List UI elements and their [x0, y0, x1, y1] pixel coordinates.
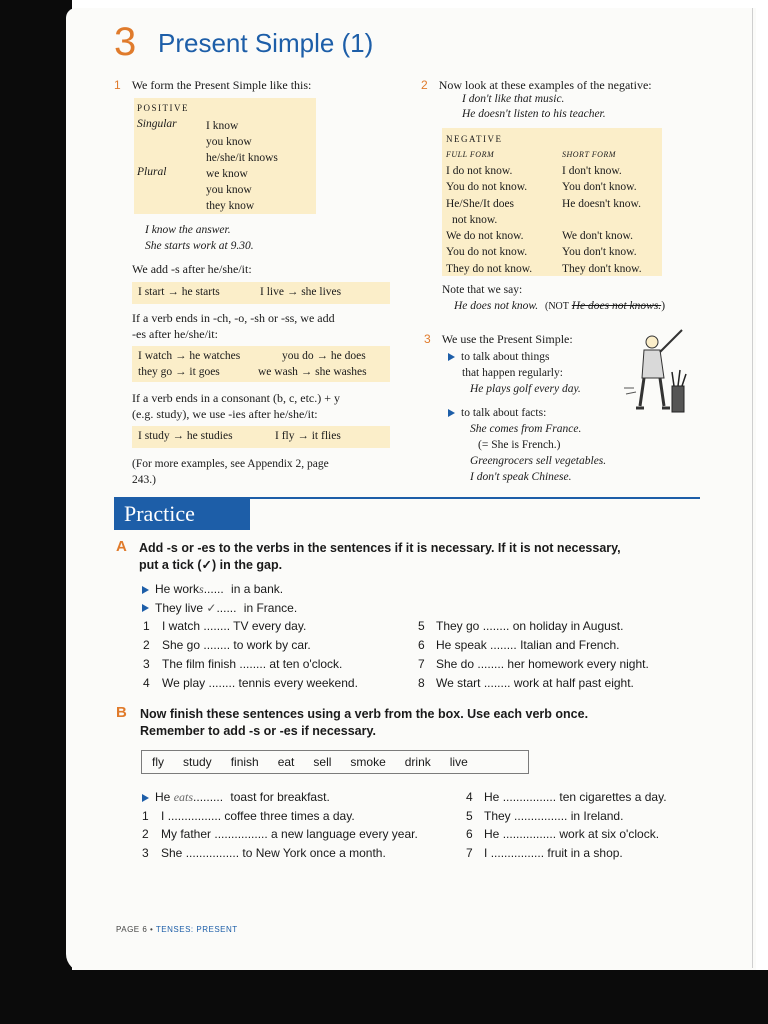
answer-gap[interactable]: ................ [490, 845, 545, 860]
rule-ies-line: If a verb ends in a consonant (b, c, etc.) + y [132, 391, 341, 405]
full-forms [446, 163, 532, 277]
item-number: 1 [142, 808, 149, 823]
bullet-text: that happen regularly: [462, 367, 563, 379]
rule-ies [132, 390, 340, 422]
box-ies-item: I fly → it flies [275, 430, 341, 442]
box-es-item: we wash → she washes [258, 366, 367, 378]
answer-gap[interactable]: ........ [477, 657, 505, 671]
verb-word: study [183, 755, 212, 769]
item-number: 3 [142, 845, 149, 860]
exercise-a-label: A [116, 538, 127, 555]
appendix-note [132, 456, 329, 488]
example-after: in France. [243, 600, 298, 615]
verb-word: fly [152, 755, 164, 769]
example-item: He works...... in a bank. [142, 580, 297, 599]
section2-intro [421, 78, 652, 93]
example-after: in a bank. [231, 582, 284, 596]
exercise-item [142, 807, 418, 826]
example-item: They live ✓...... in France. [142, 599, 297, 618]
item-number: 3 [143, 657, 150, 671]
item-before: They [484, 808, 511, 823]
box-es-item: they go → it goes [138, 366, 220, 378]
item-after: work at six o'clock. [559, 827, 660, 841]
note-we-say: Note that we say: [442, 284, 523, 296]
answer-gap[interactable]: ........ [482, 619, 510, 633]
full-form-row: You do not know. [446, 246, 528, 259]
answer-gap[interactable]: ........ [483, 676, 511, 690]
exercise-a-left-column [143, 617, 358, 693]
item-number: 7 [418, 657, 425, 671]
answer-gap[interactable]: ........ [490, 638, 517, 652]
example-line: He doesn't listen to his teacher. [462, 108, 606, 120]
item-number: 6 [418, 638, 425, 652]
instruction-line: Remember to add -s or -es if necessary. [140, 724, 376, 738]
item-after: tennis every weekend. [238, 676, 358, 690]
item-before: I watch [162, 619, 201, 633]
full-form-row: not know. [452, 213, 498, 226]
item-after: to New York once a month. [242, 845, 386, 860]
exercise-item [466, 825, 667, 844]
negative-intro-examples [462, 92, 606, 122]
box-s-item: I start → he starts [138, 286, 220, 298]
exercise-item [142, 844, 418, 863]
appendix-note-line: 243.) [132, 474, 156, 486]
item-after: fruit in a shop. [547, 845, 623, 860]
rule-s: We add -s after he/she/it: [132, 262, 252, 276]
short-form-row: They don't know. [562, 262, 642, 275]
appendix-note-line: (For more examples, see Appendix 2, page [132, 458, 329, 470]
fact-line: (= She is French.) [478, 439, 561, 451]
item-after: Italian and French. [520, 638, 620, 652]
positive-heading: POSITIVE [137, 103, 189, 113]
box-ies-item: I study → he studies [138, 430, 233, 442]
item-before: The film finish [162, 657, 237, 671]
bullet-icon [448, 353, 455, 361]
full-form-row: They do not know. [446, 262, 533, 275]
unit-number: 3 [114, 20, 137, 64]
short-form-row: You don't know. [562, 246, 637, 259]
exercise-item [418, 655, 649, 674]
item-after: at ten o'clock. [269, 657, 343, 671]
plural-label: Plural [137, 166, 167, 178]
bullet-text: to talk about facts: [461, 407, 547, 419]
short-form-row: We don't know. [562, 230, 633, 243]
exercise-item [142, 825, 418, 844]
short-form-row: He doesn't know. [562, 197, 641, 210]
exercise-b-left-column [142, 788, 418, 862]
section2-number: 2 [421, 78, 428, 92]
answer-gap[interactable]: ................ [502, 790, 557, 804]
full-form-row: He/She/It does [446, 197, 515, 210]
verb-word: smoke [350, 755, 386, 769]
unit-title: Present Simple (1) [158, 28, 374, 58]
answer-gap[interactable]: ................ [502, 827, 557, 841]
answer-gap[interactable]: ................ [514, 808, 568, 823]
short-form-row: I don't know. [562, 165, 622, 177]
box-s-item: I live → she lives [260, 286, 342, 298]
answer-gap[interactable]: ........ [208, 676, 236, 690]
use-facts [448, 405, 606, 485]
item-number: 2 [143, 638, 150, 652]
exercise-item [466, 844, 667, 863]
example-before: He [155, 790, 171, 804]
section3-number: 3 [424, 332, 431, 346]
exercise-item [466, 807, 667, 826]
singular-label: Singular [137, 118, 177, 130]
verb-word: finish [230, 755, 259, 769]
verb-word: eat [277, 755, 295, 769]
item-before: He speak [436, 638, 487, 652]
full-form-row: We do not know. [446, 230, 524, 243]
section3-intro-text: We use the Present Simple: [441, 332, 573, 346]
item-after: TV every day. [233, 619, 307, 633]
example-line: I don't like that music. [462, 93, 565, 105]
bullet-text: to talk about things [461, 351, 550, 363]
answer-gap[interactable]: ........ [203, 619, 231, 633]
short-form-row: You don't know. [562, 181, 637, 194]
verb-box [141, 750, 529, 774]
form-row: they know [206, 200, 255, 212]
item-before: He [484, 790, 500, 804]
item-after: to work by car. [233, 638, 311, 652]
page-footer [116, 925, 238, 934]
exercise-b-label: B [116, 704, 127, 721]
item-before: I [484, 845, 488, 860]
practice-heading: Practice [114, 498, 250, 530]
exercise-item [143, 655, 358, 674]
golfer-illustration [622, 328, 692, 418]
answer-gap[interactable]: ................ [185, 845, 240, 860]
section1-number: 1 [114, 78, 121, 92]
bullet-icon [448, 409, 455, 417]
item-number: 7 [466, 845, 473, 860]
exercise-item [418, 617, 649, 636]
close-paren: ) [661, 300, 666, 312]
scan-shadow-bottom [0, 970, 768, 1024]
bullet-example: He plays golf every day. [470, 383, 581, 395]
incorrect-example: He does not knows. [571, 300, 662, 312]
rule-ies-line: (e.g. study), we use -ies after he/she/it: [132, 407, 318, 421]
exercise-b-right-column [466, 788, 667, 862]
item-number: 1 [143, 619, 150, 633]
example-item: He eats......... toast for breakfast. [142, 788, 418, 807]
instruction-line: Add -s or -es to the verbs in the sentences if it is necessary. If it is not necessary, [139, 541, 621, 555]
full-form-row: I do not know. [446, 165, 513, 177]
item-before: He [484, 827, 500, 841]
section1-intro [114, 78, 311, 93]
verb-word: drink [404, 755, 431, 769]
item-number: 4 [143, 676, 150, 690]
form-row: you know [206, 184, 252, 196]
verb-word: sell [313, 755, 332, 769]
item-number: 8 [418, 676, 425, 690]
example-arrow-icon [142, 586, 149, 594]
page-fold [752, 8, 753, 968]
rule-es-line: If a verb ends in -ch, -o, -sh or -ss, we add [132, 311, 335, 325]
item-after: in Ireland. [570, 808, 624, 823]
section2-intro-text: Now look at these examples of the negative: [438, 78, 652, 92]
exercise-item [418, 674, 649, 693]
example-arrow-icon [142, 794, 149, 802]
example-before: He work [155, 582, 200, 596]
exercise-item [143, 617, 358, 636]
full-form-row: You do not know. [446, 181, 528, 194]
item-after: on holiday in August. [512, 619, 624, 633]
not-label: (NOT [544, 301, 569, 312]
example-before: They live [155, 600, 204, 615]
item-after: coffee three times a day. [224, 808, 355, 823]
item-number: 5 [466, 808, 473, 823]
exercise-item [143, 636, 358, 655]
exercise-b-instructions [140, 706, 588, 740]
item-before: She go [162, 638, 201, 652]
form-row: we know [206, 168, 248, 180]
item-number: 4 [466, 790, 473, 804]
item-before: We play [162, 676, 206, 690]
answer-gap[interactable]: ........ [203, 638, 231, 652]
item-after: her homework every night. [507, 657, 649, 671]
item-after: a new language every year. [271, 827, 418, 841]
instruction-line: Now finish these sentences using a verb from the box. Use each verb once. [140, 707, 589, 721]
item-before: I [161, 808, 165, 823]
use-regular [448, 349, 581, 397]
correct-example: He does not know. [454, 300, 539, 312]
example-answer: ✓ [206, 600, 217, 615]
fact-line: She comes from France. [470, 423, 582, 435]
fact-line: I don't speak Chinese. [470, 471, 572, 483]
item-after: ten cigarettes a day. [559, 790, 667, 804]
item-number: 2 [142, 827, 149, 841]
footer-page: PAGE 6 • [116, 925, 154, 934]
example-line: She starts work at 9.30. [145, 240, 254, 252]
fact-line: Greengrocers sell vegetables. [470, 455, 607, 467]
box-es-item: you do → he does [282, 350, 366, 362]
example-after: toast for breakfast. [230, 790, 330, 804]
example-line: I know the answer. [145, 224, 231, 236]
scan-shadow-left [0, 0, 72, 1024]
exercise-a-right-column [418, 617, 649, 693]
verb-word: live [449, 755, 468, 769]
section1-intro-text: We form the Present Simple like this: [131, 78, 312, 92]
section3-intro [424, 332, 573, 347]
negative-heading: NEGATIVE [446, 134, 503, 144]
example-answer: s [199, 582, 204, 596]
item-before: We start [436, 676, 481, 690]
example-arrow-icon [142, 604, 149, 612]
note-example-line [454, 300, 665, 312]
box-es-item: I watch → he watches [138, 350, 241, 362]
item-number: 5 [418, 619, 425, 633]
rule-es-line: -es after he/she/it: [132, 327, 218, 341]
answer-gap[interactable]: ................ [214, 827, 268, 841]
exercise-a-examples [142, 580, 297, 617]
item-before: She do [436, 657, 475, 671]
answer-gap[interactable]: ........ [239, 657, 267, 671]
item-after: work at half past eight. [513, 676, 634, 690]
short-form-label: SHORT FORM [562, 150, 616, 159]
exercise-item [466, 788, 667, 807]
full-form-label: FULL FORM [446, 150, 495, 159]
rule-es [132, 310, 335, 342]
item-before: My father [161, 827, 212, 841]
form-row: he/she/it knows [206, 152, 278, 164]
form-row: you know [206, 136, 252, 148]
singular-forms [206, 118, 278, 214]
positive-examples [145, 222, 254, 254]
exercise-item [418, 636, 649, 655]
item-before: They go [436, 619, 480, 633]
form-row: I know [206, 120, 239, 132]
exercise-item [143, 674, 358, 693]
item-before: She [161, 845, 183, 860]
footer-section: TENSES: PRESENT [155, 925, 238, 934]
short-forms [562, 163, 642, 277]
example-answer: eats [173, 790, 194, 804]
exercise-a-instructions [139, 540, 621, 574]
item-number: 6 [466, 827, 473, 841]
answer-gap[interactable]: ................ [167, 808, 222, 823]
instruction-line: put a tick (✓) in the gap. [139, 558, 283, 572]
